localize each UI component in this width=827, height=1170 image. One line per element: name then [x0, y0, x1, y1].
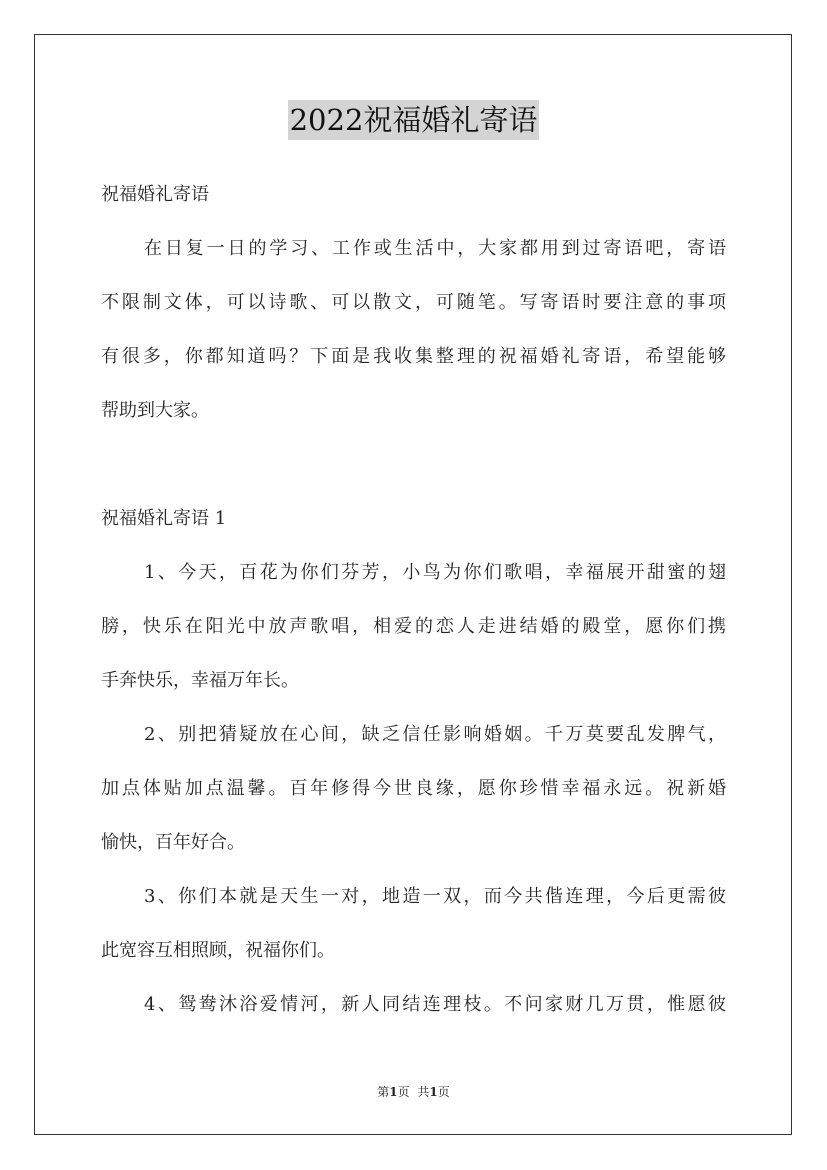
- text-line: 此宽容互相照顾，祝福你们。: [101, 940, 335, 961]
- text-line: 愉快，百年好合。: [101, 832, 245, 853]
- text-line: 祝福婚礼寄语: [101, 184, 209, 205]
- document-body: [101, 168, 726, 1032]
- text-line: 不限制文体，可以诗歌、可以散文，可随笔。写寄语时要注意的事项: [101, 292, 726, 313]
- page-number: 1: [389, 1085, 398, 1099]
- text-line: 手奔快乐，幸福万年长。: [101, 670, 299, 691]
- text-line: 3、你们本就是天生一对，地造一双，而今共偕连理，今后更需彼: [144, 886, 726, 907]
- page-label-prefix: 第: [377, 1085, 390, 1099]
- text-line: 1、今天，百花为你们芬芳，小鸟为你们歌唱，幸福展开甜蜜的翅: [144, 562, 726, 583]
- document-title: 2022祝福婚礼寄语: [288, 100, 540, 140]
- page-footer: [0, 1084, 827, 1100]
- total-label-prefix: 共: [417, 1085, 430, 1099]
- text-line: 有很多，你都知道吗？下面是我收集整理的祝福婚礼寄语，希望能够: [101, 346, 726, 367]
- title-container: [0, 100, 827, 140]
- text-line: 帮助到大家。: [101, 400, 209, 421]
- text-line: 膀，快乐在阳光中放声歌唱，相爱的恋人走进结婚的殿堂，愿你们携: [101, 616, 726, 637]
- paragraph-gap: [101, 438, 726, 492]
- page-total: 1: [429, 1085, 438, 1099]
- text-line: 加点体贴加点温馨。百年修得今世良缘，愿你珍惜幸福永远。祝新婚: [101, 778, 726, 799]
- text-line: 在日复一日的学习、工作或生活中，大家都用到过寄语吧，寄语: [144, 238, 726, 259]
- page-label-suffix: 页: [397, 1085, 410, 1099]
- text-line: 4、鸳鸯沐浴爱情河，新人同结连理枝。不问家财几万贯，惟愿彼: [144, 994, 726, 1015]
- total-label-suffix: 页: [437, 1085, 450, 1099]
- text-line: 祝福婚礼寄语 1: [101, 508, 227, 529]
- text-line: 2、别把猜疑放在心间，缺乏信任影响婚姻。千万莫要乱发脾气，: [144, 724, 726, 745]
